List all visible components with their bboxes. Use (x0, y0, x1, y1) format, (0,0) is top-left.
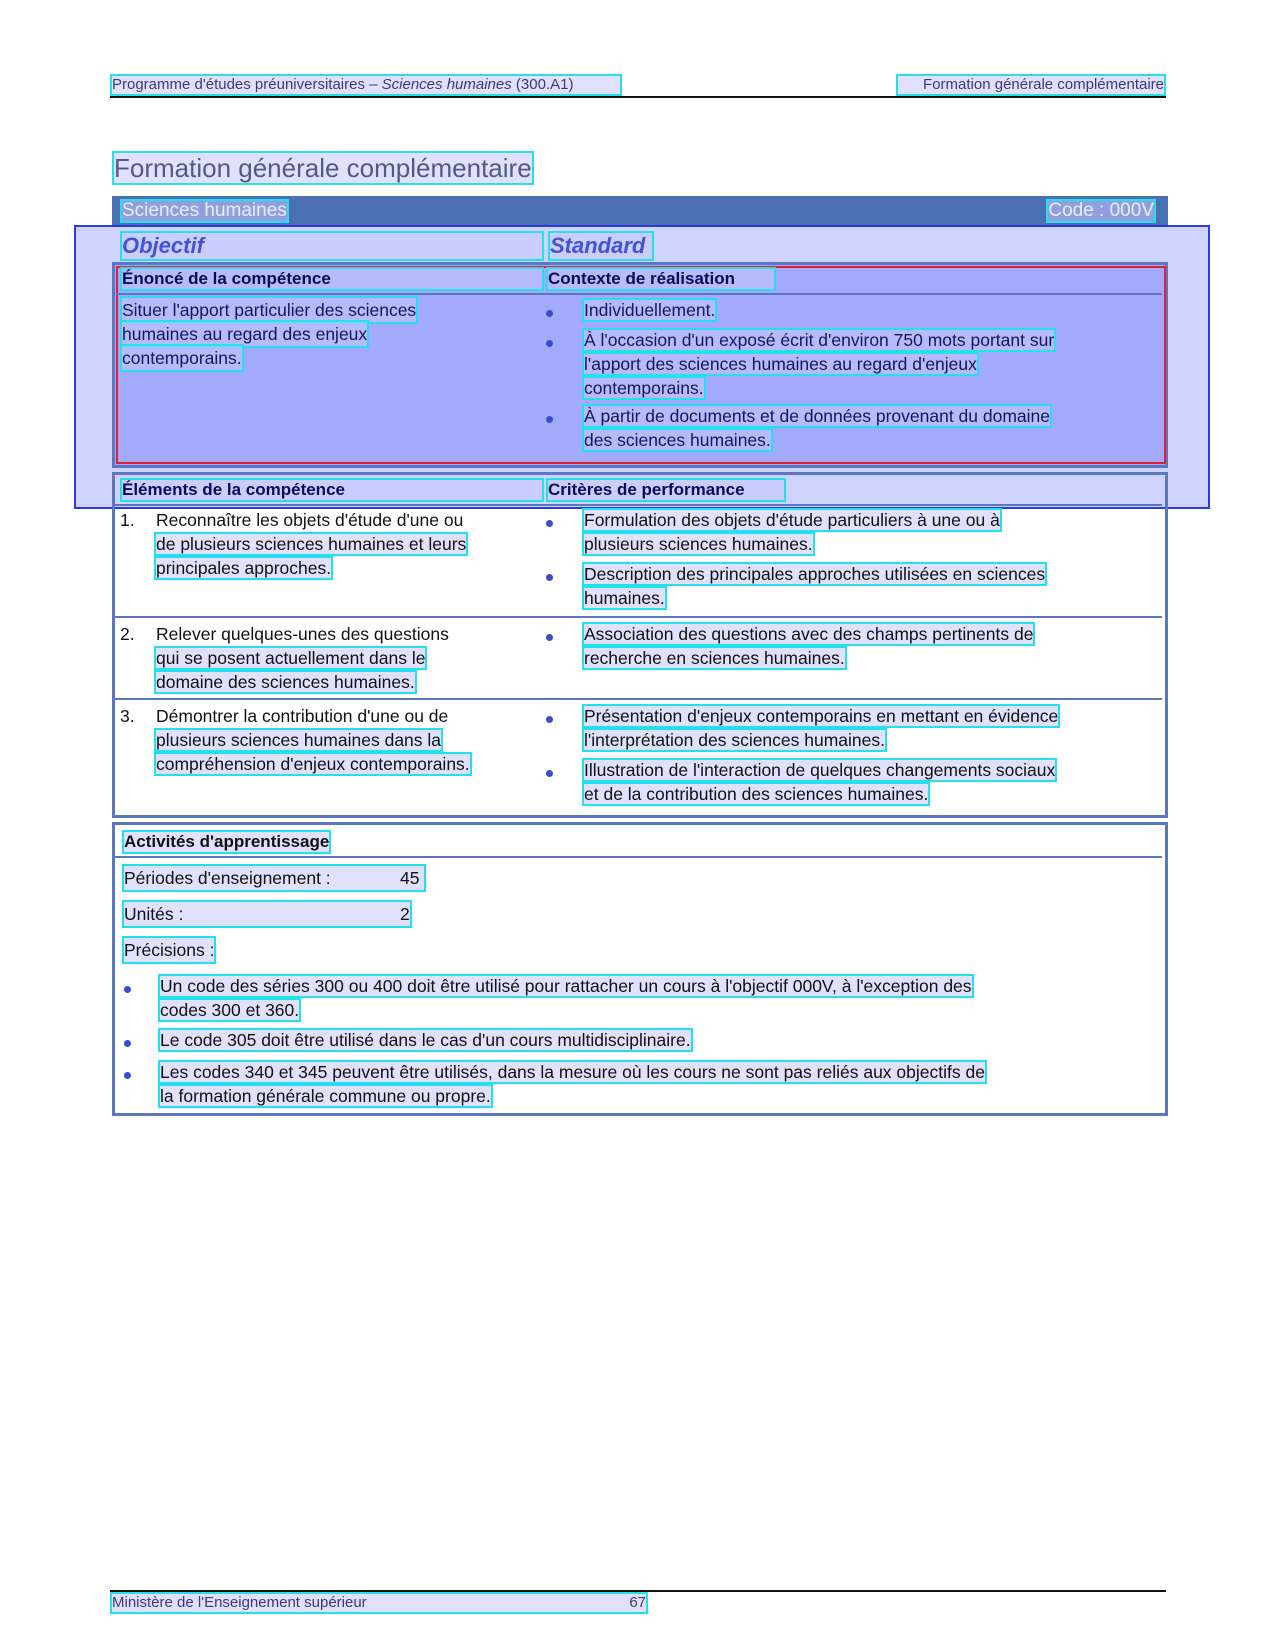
critere-line: Description des principales approches utilisées en sciences (584, 564, 1046, 584)
enonce-header-rule (116, 293, 1162, 295)
unites-label: Unités : (124, 904, 184, 924)
critere-line: Formulation des objets d'étude particuliers à une ou à (584, 510, 1000, 530)
bullet-icon (124, 1072, 131, 1079)
criteres-col-header: Critères de performance (548, 480, 784, 500)
contexte-item (584, 404, 1050, 452)
precision-line: la formation générale commune ou propre. (160, 1086, 491, 1106)
bullet-icon (546, 310, 553, 317)
standard-heading: Standard (550, 233, 652, 259)
critere-line: l'interprétation des sciences humaines. (584, 730, 886, 750)
footer-rule (110, 1590, 1166, 1592)
critere-line: et de la contribution des sciences humaines. (584, 784, 929, 804)
precision-item (160, 1060, 985, 1108)
element-line: Relever quelques-unes des questions (156, 624, 449, 644)
precision-item (160, 974, 972, 1022)
element-line: de plusieurs sciences humaines et leurs (156, 534, 467, 554)
element-number: 1. (120, 510, 135, 530)
header-program: Programme d'études préuniversitaires – (112, 76, 382, 93)
elements-header-rule (115, 504, 1162, 506)
bullet-icon (546, 416, 553, 423)
precisions-label: Précisions : (124, 940, 215, 960)
running-header-left (112, 76, 620, 94)
contexte-line: À partir de documents et de données provenant du domaine (584, 406, 1051, 426)
precision-line: Un code des séries 300 ou 400 doit être utilisé pour rattacher un cours à l'objectif 000V, à l'exception des (160, 976, 972, 996)
critere-line: Illustration de l'interaction de quelques changements sociaux (584, 760, 1056, 780)
critere-item (584, 508, 1000, 556)
critere-line: recherche en sciences humaines. (584, 648, 845, 668)
footer-ministry: Ministère de l'Enseignement supérieur (112, 1594, 367, 1611)
element-line: Démontrer la contribution d'une ou de (156, 706, 449, 726)
contexte-item (584, 328, 1054, 400)
header-rule (110, 96, 1166, 98)
section-title: Formation générale complémentaire (114, 153, 532, 183)
precision-line: Le code 305 doit être utilisé dans le cas d'un cours multidisciplinaire. (160, 1030, 691, 1050)
element-line: principales approches. (156, 558, 332, 578)
unites-row (124, 902, 410, 926)
periodes-row (124, 866, 424, 890)
competence-line: Situer l'apport particulier des sciences (122, 300, 417, 320)
row-divider (115, 616, 1162, 618)
contexte-line: Individuellement. (584, 300, 716, 320)
competence-statement (122, 298, 542, 370)
precision-line: Les codes 340 et 345 peuvent être utilisés, dans la mesure où les cours ne sont pas reliés aux objectifs de (160, 1062, 985, 1082)
bullet-icon (124, 986, 131, 993)
elements-col-header: Éléments de la compétence (122, 480, 542, 500)
element-text (156, 622, 546, 694)
periodes-value: 45 (400, 868, 420, 888)
element-line: domaine des sciences humaines. (156, 672, 415, 692)
objectif-heading: Objectif (122, 233, 542, 259)
critere-line: plusieurs sciences humaines. (584, 534, 813, 554)
competence-line: humaines au regard des enjeux (122, 324, 368, 344)
contexte-col-header: Contexte de réalisation (548, 269, 774, 289)
bullet-icon (124, 1040, 131, 1047)
element-text (156, 704, 546, 776)
periodes-label: Périodes d'enseignement : (124, 868, 331, 888)
element-number: 3. (120, 706, 135, 726)
precision-line: codes 300 et 360. (160, 1000, 300, 1020)
contexte-line: À l'occasion d'un exposé écrit d'environ 750 mots portant sur (584, 330, 1055, 350)
critere-item (584, 758, 1055, 806)
critere-item (584, 622, 1033, 670)
contexte-item (584, 298, 715, 322)
element-line: qui se posent actuellement dans le (156, 648, 426, 668)
critere-line: Présentation d'enjeux contemporains en mettant en évidence (584, 706, 1059, 726)
running-header-right: Formation générale complémentaire (898, 76, 1164, 94)
critere-item (584, 562, 1045, 610)
footer (112, 1594, 646, 1612)
header-program-code: (300.A1) (511, 76, 574, 93)
critere-item (584, 704, 1058, 752)
contexte-line: des sciences humaines. (584, 430, 771, 450)
critere-line: humaines. (584, 588, 665, 608)
contexte-line: l'apport des sciences humaines au regard d'enjeux (584, 354, 977, 374)
unites-value: 2 (400, 904, 410, 924)
bullet-icon (546, 574, 553, 581)
competence-line: contemporains. (122, 348, 242, 368)
bullet-icon (546, 340, 553, 347)
bullet-icon (546, 770, 553, 777)
enonce-col-header: Énoncé de la compétence (122, 269, 542, 289)
element-number: 2. (120, 624, 135, 644)
course-band (112, 196, 1168, 226)
header-program-italic: Sciences humaines (381, 76, 512, 93)
bullet-icon (546, 520, 553, 527)
band-discipline: Sciences humaines (122, 200, 287, 221)
activites-header: Activités d'apprentissage (124, 832, 330, 851)
element-line: plusieurs sciences humaines dans la (156, 730, 442, 750)
precision-item (160, 1028, 691, 1052)
element-text (156, 508, 546, 580)
band-code: Code : 000V (1048, 200, 1154, 221)
page-number: 67 (629, 1594, 646, 1611)
bullet-icon (546, 716, 553, 723)
contexte-line: contemporains. (584, 378, 704, 398)
row-divider (115, 698, 1162, 700)
element-line: compréhension d'enjeux contemporains. (156, 754, 470, 774)
activites-header-rule (115, 856, 1162, 858)
bullet-icon (546, 634, 553, 641)
element-line: Reconnaître les objets d'étude d'une ou (156, 510, 464, 530)
critere-line: Association des questions avec des champs pertinents de (584, 624, 1034, 644)
